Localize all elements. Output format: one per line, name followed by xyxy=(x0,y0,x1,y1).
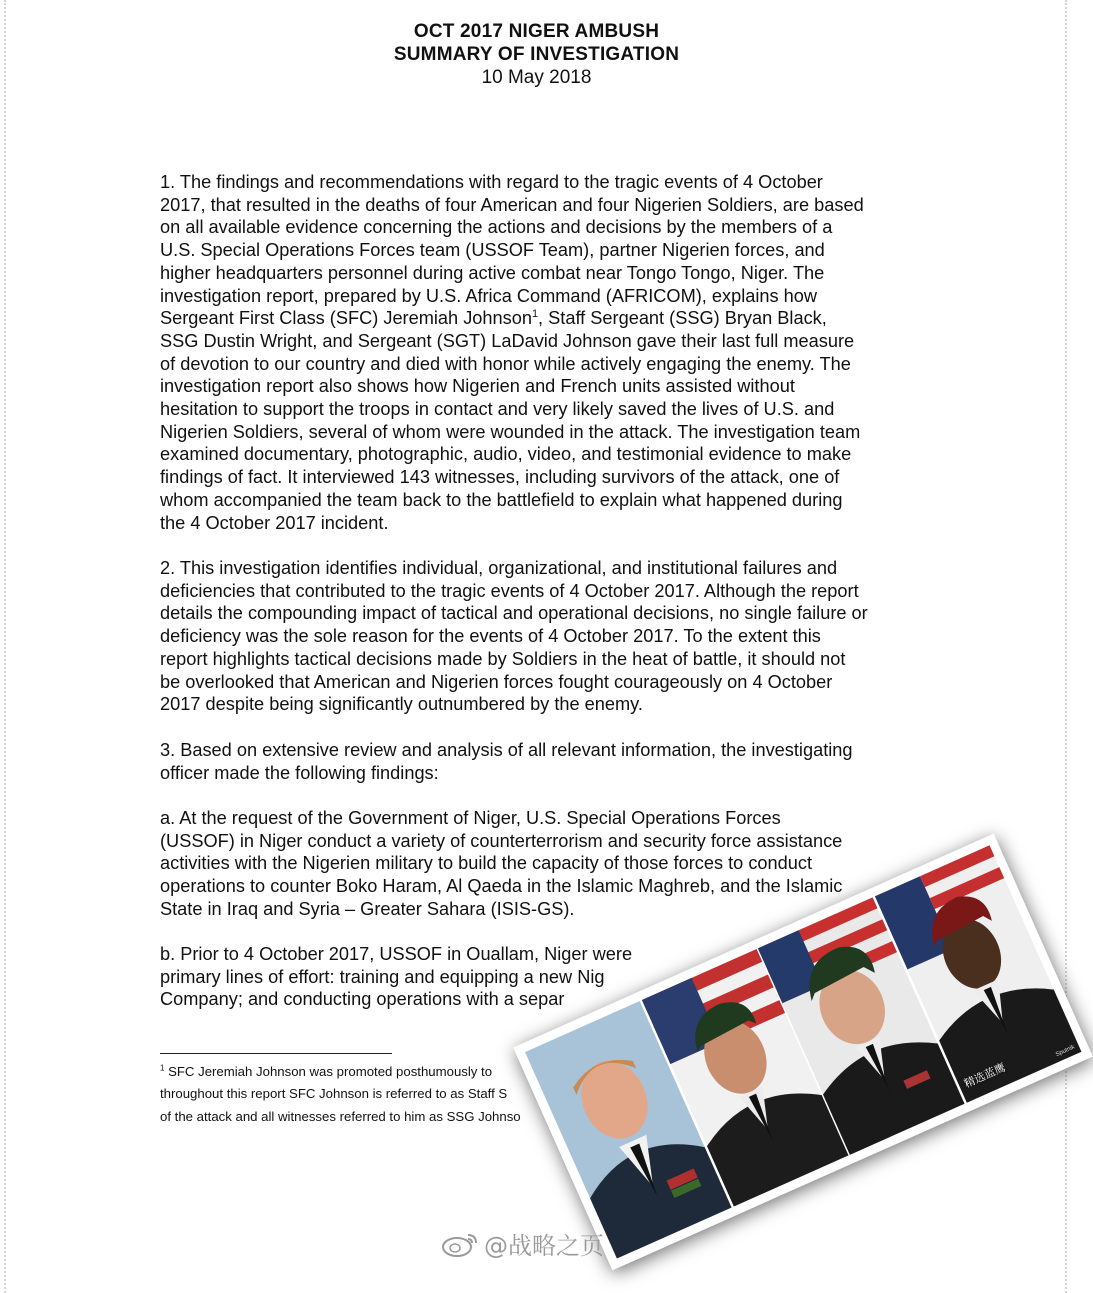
paragraph-1-text-b: , Staff Sergeant (SSG) Bryan Black, SSG Dustin Wright, and Sergeant (SGT) LaDavid Johnson gave their last full measure of devotion to our country and died with honor while actively engaging the enemy. The investigation report also shows how Nigerien and French units assisted without hesitation to support the troops in contact and very likely saved the lives of U.S. and Nigerien Soldiers, several of whom were wounded in the attack. The investigation team examined documentary, photographic, audio, video, and testimonial evidence to make findings of fact. It interviewed 143 witnesses, including survivors of the attack, one of whom accompanied the team back to the battlefield to explain what happened during the 4 October 2017 incident. xyxy=(160,308,861,533)
right-scan-edge xyxy=(1065,0,1067,1293)
weibo-logo-icon xyxy=(440,1231,480,1257)
paragraph-1 xyxy=(160,171,960,534)
paragraph-3: 3. Based on extensive review and analysis of all relevant information, the investigating officer made the following findings: xyxy=(160,740,853,783)
paragraph-1-text-a: 1. The findings and recommendations with regard to the tragic events of 4 October 2017, that resulted in the deaths of four American and four Nigerien Soldiers, are based on all available evidence concerning the actions and decisions by the members of a U.S. Special Operations Forces team (USSOF Team), partner Nigerien forces, and higher headquarters personnel during active combat near Tongo Tongo, Niger. The investigation report, prepared by U.S. Africa Command (AFRICOM), explains how Sergeant First Class (SFC) Jeremiah Johnson xyxy=(160,172,864,329)
photo-corner-mark: Sputnik xyxy=(1054,1044,1076,1059)
paragraph-3b: b. Prior to 4 October 2017, USSOF in Ouallam, Niger were primary lines of effort: training and equipping a new Nig Company; and conducting operations with a separ xyxy=(160,944,633,1010)
watermark-text: @战略之页 xyxy=(484,1232,604,1260)
photo-overlay-tag: 精选蓝鹰 xyxy=(962,1060,1008,1091)
document-header xyxy=(0,20,1073,89)
footnote-divider xyxy=(160,1053,392,1054)
document-title-line1: OCT 2017 NIGER AMBUSH xyxy=(413,21,660,42)
footnote-reference: 1 xyxy=(531,308,539,321)
document-title-line2: SUMMARY OF INVESTIGATION xyxy=(393,44,680,65)
paragraph-3a: a. At the request of the Government of Niger, U.S. Special Operations Forces (USSOF) in Niger conduct a variety of counterterrorism and security force assistance activities with the Nigerien military to build the capacity of those forces to conduct operations to counter Boko Haram, Al Qaeda in the Islamic Maghreb, and the Islamic State in Iraq and Syria – Greater Sahara (ISIS-GS). xyxy=(160,808,843,919)
footnote xyxy=(160,1061,580,1128)
document-date: 10 May 2018 xyxy=(481,67,592,88)
footnote-text: SFC Jeremiah Johnson was promoted posthumously to throughout this report SFC Johnson is referred to as Staff S of the attack and all witnesses referred to him as SSG Johnso xyxy=(160,1064,521,1124)
paragraph-2: 2. This investigation identifies individual, organizational, and institutional failures and deficiencies that contributed to the tragic events of 4 October 2017. Although the report details the compounding impact of tactical and operational decisions, no single failure or deficiency was the sole reason for the events of 4 October 2017. To the extent this report highlights tactical decisions made by Soldiers in the heat of battle, it should not be overlooked that American and Nigerien forces fought courageously on 4 October 2017 despite being significantly outnumbered by the enemy. xyxy=(160,558,868,715)
footnote-marker: 1 xyxy=(160,1063,165,1073)
left-scan-edge xyxy=(4,0,6,1293)
watermark xyxy=(440,1226,604,1261)
